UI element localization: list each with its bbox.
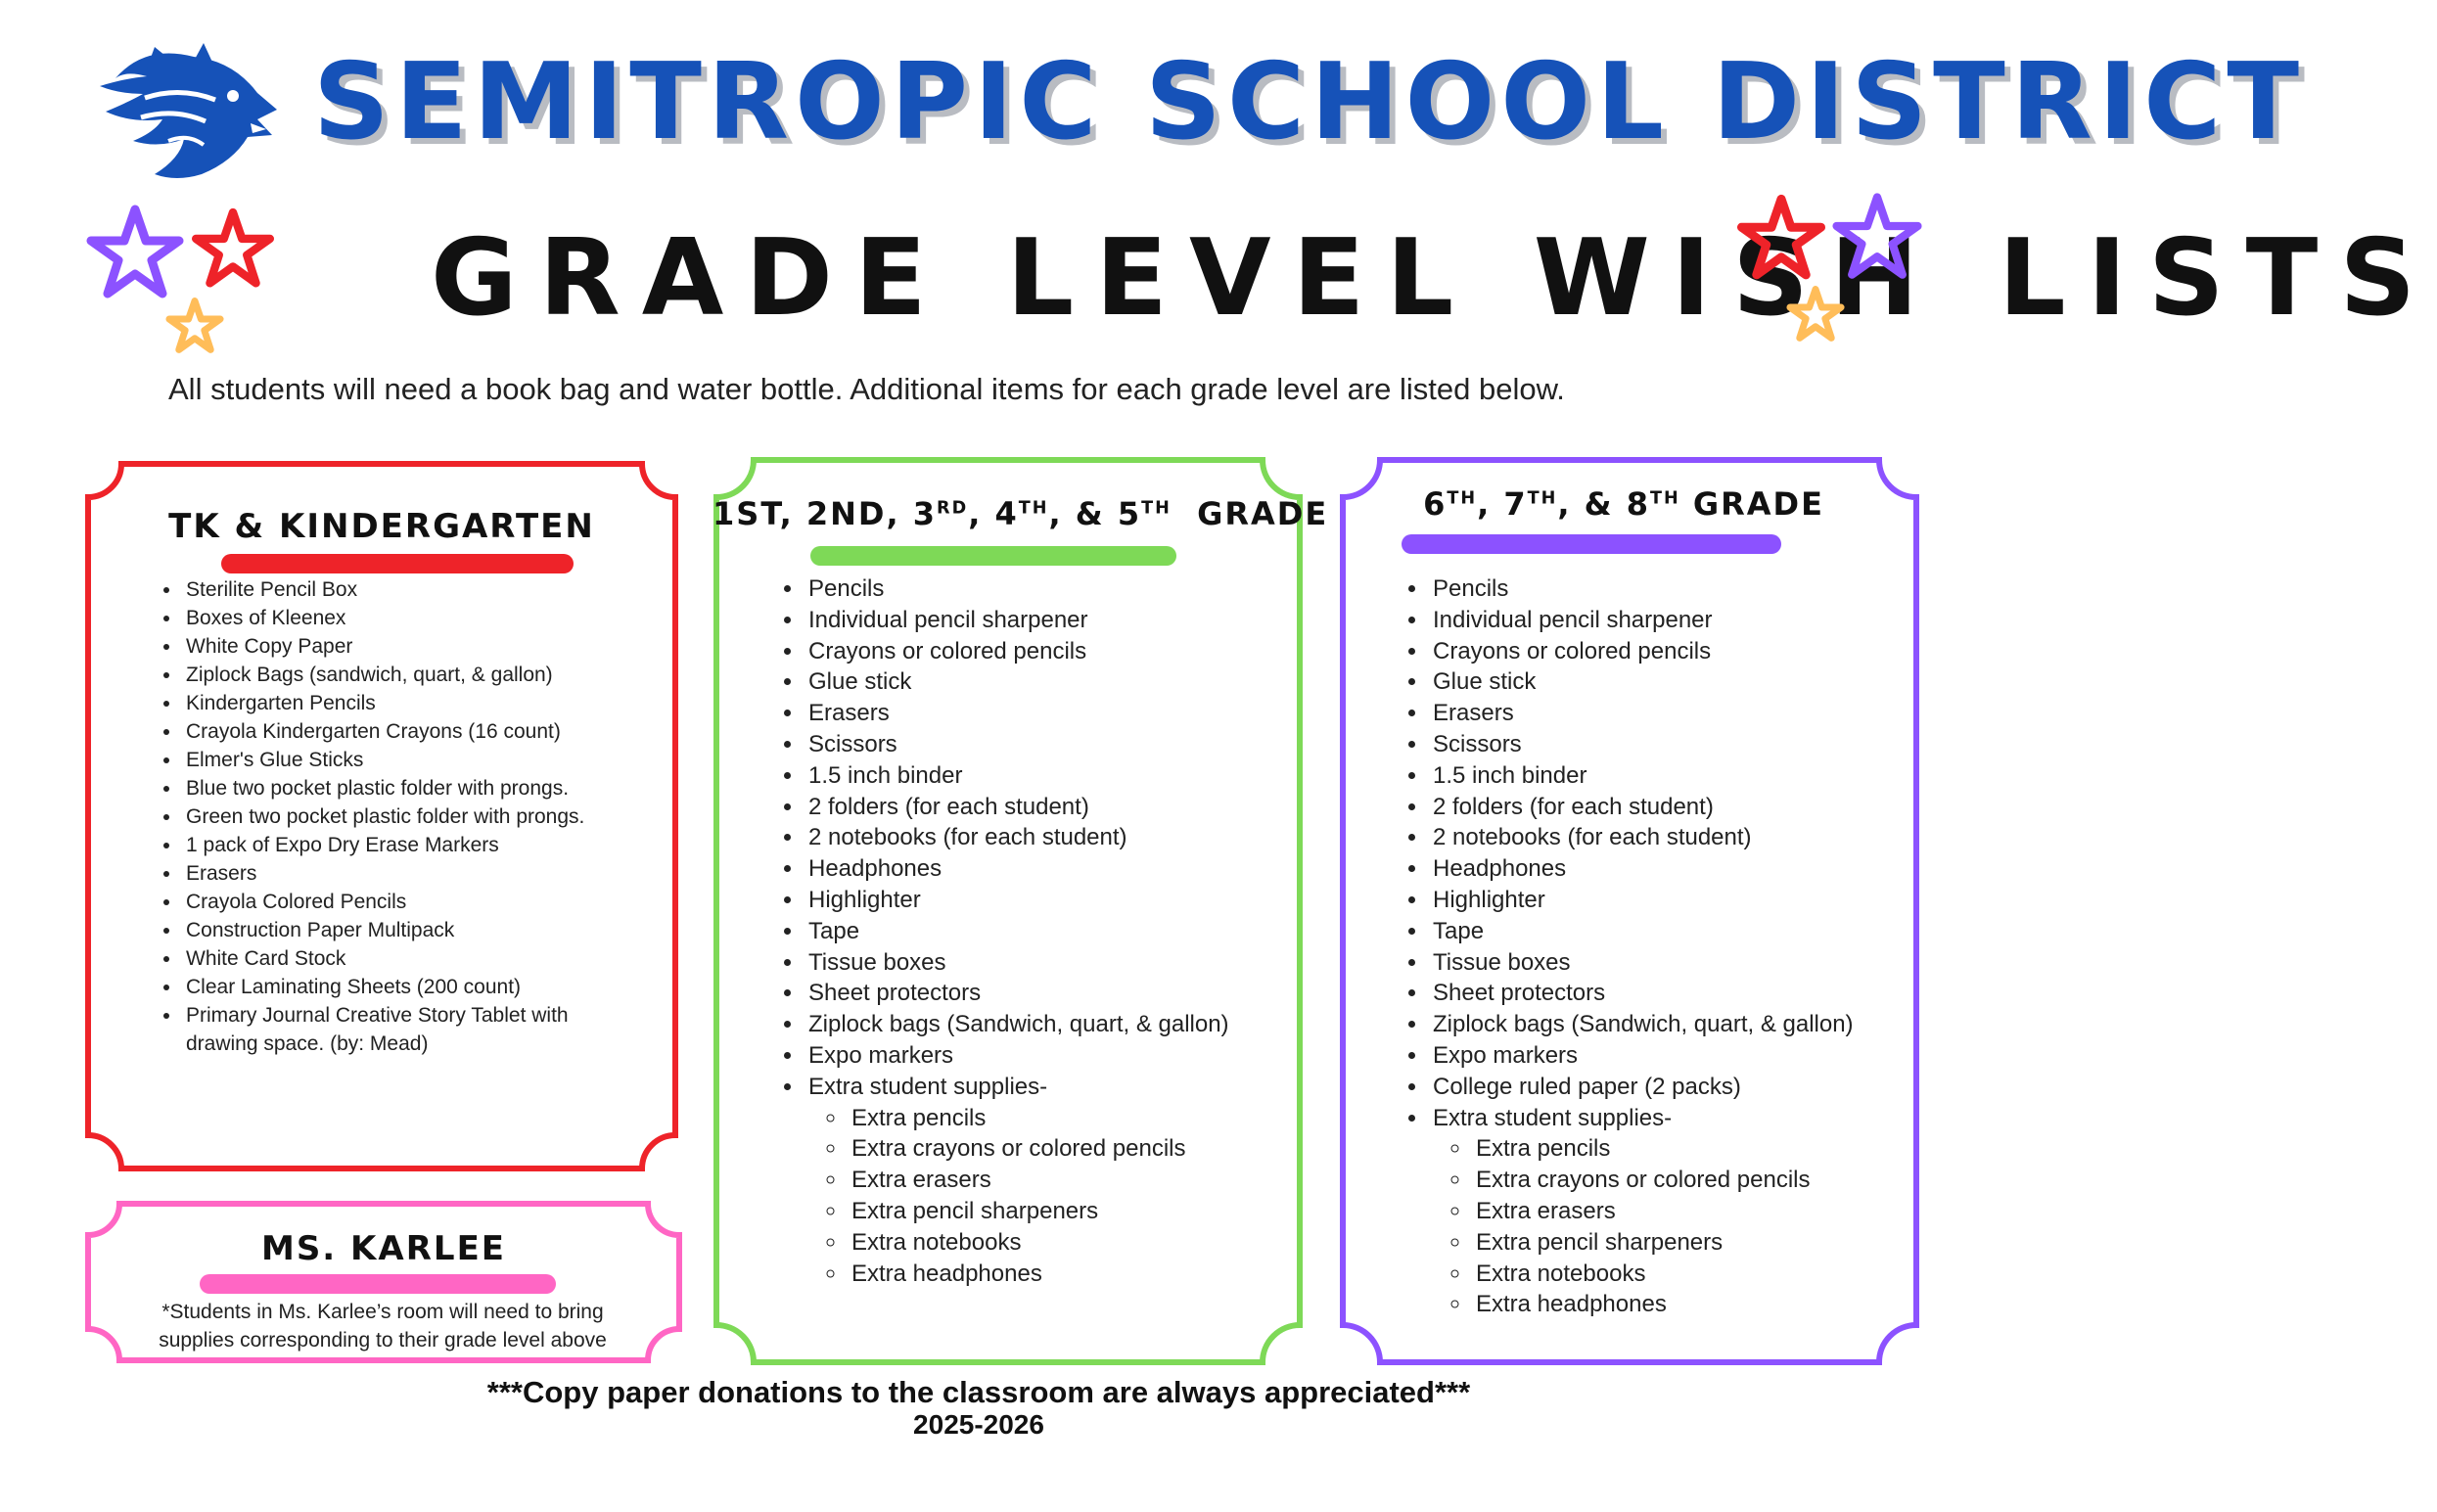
list-item — [182, 746, 642, 774]
list-item — [805, 1009, 1284, 1040]
title-grade: GRADE — [1197, 495, 1329, 532]
list-item-text: 2 folders (for each student) — [1433, 793, 1714, 820]
title-5: 5 — [1117, 495, 1142, 532]
list-item — [1429, 573, 1899, 605]
red-star-icon — [1737, 194, 1825, 282]
title-8: 8 — [1626, 485, 1650, 523]
sub-list-item: ◦ Extra erasers — [1472, 1196, 1899, 1227]
green-brush-underline — [810, 546, 1176, 566]
sub-list-item: ◦ Extra notebooks — [1472, 1259, 1899, 1290]
title-3-suffix: RD — [937, 498, 969, 519]
list-item — [805, 605, 1284, 636]
sub-list-item: ◦ Extra crayons or colored pencils — [848, 1133, 1284, 1165]
extra-supplies-list — [808, 1103, 1284, 1290]
list-item-text: Extra student supplies- — [1433, 1104, 1673, 1131]
gold-star-icon — [166, 298, 223, 354]
list-item-text: Green two pocket plastic folder with prongs. — [186, 805, 585, 828]
list-item — [805, 792, 1284, 823]
list-item-text: Blue two pocket plastic folder with prongs. — [186, 777, 570, 800]
list-item-text: Pencils — [1433, 575, 1509, 602]
tk-kindergarten-list — [182, 575, 642, 1058]
title-6-suffix: TH — [1447, 488, 1478, 509]
red-brush-underline — [221, 554, 574, 573]
list-item — [182, 632, 642, 661]
list-item-text: Sterilite Pencil Box — [186, 578, 358, 601]
list-item-text: Individual pencil sharpener — [808, 606, 1088, 633]
list-item-text: Scissors — [808, 730, 897, 757]
title-7-suffix: TH — [1527, 488, 1558, 509]
list-item-text: Tape — [1433, 917, 1485, 944]
list-item-text: Kindergarten Pencils — [186, 692, 376, 714]
list-item — [1429, 1009, 1899, 1040]
tk-kindergarten-card — [84, 460, 679, 1172]
list-item — [805, 666, 1284, 698]
list-item-text: Scissors — [1433, 730, 1522, 757]
title-4-suffix: TH — [1018, 498, 1049, 519]
list-item — [805, 947, 1284, 979]
list-item-text: Elmer's Glue Sticks — [186, 749, 364, 771]
list-item — [182, 661, 642, 689]
list-item — [182, 604, 642, 632]
list-item — [1429, 947, 1899, 979]
sub-list-item: ◦ Extra headphones — [848, 1259, 1284, 1290]
list-item-text: 1.5 inch binder — [1433, 761, 1587, 789]
list-item — [805, 636, 1284, 667]
list-item — [182, 689, 642, 717]
sub-list-item: ◦ Extra erasers — [848, 1165, 1284, 1196]
list-item — [1429, 1072, 1899, 1103]
list-item-text: College ruled paper (2 packs) — [1433, 1073, 1741, 1100]
list-item-text: Pencils — [808, 575, 885, 602]
list-item-text: 1 pack of Expo Dry Erase Markers — [186, 834, 499, 856]
list-item — [805, 916, 1284, 947]
title-2nd: 2ND — [805, 495, 887, 532]
list-item-text: Ziplock bags (Sandwich, quart, & gallon) — [1433, 1011, 1854, 1038]
list-item-text: Glue stick — [808, 668, 912, 696]
gold-star-icon — [1787, 286, 1844, 343]
list-item-text: Erasers — [1433, 700, 1514, 727]
grades-1-5-card — [713, 456, 1329, 1366]
sub-list-item: ◦ Extra crayons or colored pencils — [1472, 1165, 1899, 1196]
list-item — [805, 853, 1284, 885]
list-item-text: White Card Stock — [186, 947, 346, 970]
list-item-text: Individual pencil sharpener — [1433, 606, 1713, 633]
list-item-text: Crayons or colored pencils — [1433, 637, 1712, 664]
list-item-text: Erasers — [808, 700, 890, 727]
list-item — [182, 575, 642, 604]
list-item — [182, 774, 642, 802]
list-item-text: Highlighter — [808, 886, 921, 913]
purple-star-icon — [86, 204, 184, 301]
list-item-text: Ziplock Bags (sandwich, quart, & gallon) — [186, 664, 553, 686]
grades-6-8-list — [1429, 573, 1899, 1320]
list-item-text: Crayons or colored pencils — [808, 637, 1087, 664]
list-item — [1429, 916, 1899, 947]
list-item-text: Primary Journal Creative Story Tablet with drawing space. (by: Mead) — [186, 1004, 569, 1055]
title-5-suffix: TH — [1141, 498, 1172, 519]
list-item-text: Sheet protectors — [808, 980, 982, 1007]
title-grade: GRADE — [1692, 485, 1824, 523]
list-item — [1429, 605, 1899, 636]
list-item — [1429, 822, 1899, 853]
list-item — [805, 729, 1284, 760]
list-item-text: 2 notebooks (for each student) — [808, 824, 1127, 851]
school-year: 2025-2026 — [913, 1409, 1044, 1440]
list-item — [805, 885, 1284, 916]
list-item-text: 1.5 inch binder — [808, 761, 963, 789]
list-item-text: 2 notebooks (for each student) — [1433, 824, 1752, 851]
list-item — [182, 1001, 642, 1058]
title-4: 4 — [994, 495, 1019, 532]
list-item-text: Tissue boxes — [808, 948, 946, 976]
pink-brush-underline — [200, 1274, 556, 1294]
sub-list-item: ◦ Extra pencils — [1472, 1133, 1899, 1165]
list-item-text: Sheet protectors — [1433, 980, 1606, 1007]
list-item — [182, 859, 642, 888]
ms-karlee-title: MS. KARLEE — [260, 1229, 507, 1268]
list-item — [805, 1040, 1284, 1072]
title-8-suffix: TH — [1649, 488, 1680, 509]
sub-list-item: ◦ Extra headphones — [1472, 1289, 1899, 1320]
page-title: GRADE LEVEL WISH LISTS — [431, 217, 2437, 340]
list-item-text: 2 folders (for each student) — [808, 793, 1089, 820]
title-3: 3 — [912, 495, 938, 532]
list-item — [805, 978, 1284, 1009]
list-item — [182, 973, 642, 1001]
title-6: 6 — [1423, 485, 1448, 523]
list-item — [1429, 636, 1899, 667]
list-item — [1429, 1103, 1899, 1321]
purple-brush-underline — [1402, 534, 1781, 554]
intro-text: All students will need a book bag and water bottle. Additional items for each grade level are listed below. — [168, 372, 1565, 406]
ms-karlee-note — [74, 1298, 691, 1354]
list-item — [805, 822, 1284, 853]
list-item-text: Ziplock bags (Sandwich, quart, & gallon) — [808, 1011, 1229, 1038]
grades-1-5-list — [805, 573, 1284, 1289]
list-item — [805, 1072, 1284, 1290]
list-item — [182, 944, 642, 973]
sub-list-item: ◦ Extra notebooks — [848, 1227, 1284, 1259]
list-item-text: Erasers — [186, 862, 257, 885]
list-item — [1429, 666, 1899, 698]
list-item — [182, 831, 642, 859]
list-item — [805, 698, 1284, 729]
list-item — [1429, 885, 1899, 916]
tk-kindergarten-title: TK & KINDERGARTEN — [168, 507, 595, 546]
list-item-text: Clear Laminating Sheets (200 count) — [186, 976, 522, 998]
ms-karlee-note-line2: supplies corresponding to their grade level above — [159, 1329, 607, 1352]
red-star-icon — [192, 207, 274, 290]
ms-karlee-card — [84, 1200, 683, 1364]
list-item — [1429, 853, 1899, 885]
list-item — [182, 888, 642, 916]
list-item — [805, 760, 1284, 792]
list-item-text: Construction Paper Multipack — [186, 919, 455, 941]
title-7: 7 — [1503, 485, 1528, 523]
sub-list-item: ◦ Extra pencil sharpeners — [848, 1196, 1284, 1227]
list-item-text: Headphones — [1433, 855, 1567, 883]
list-item-text: Tissue boxes — [1433, 948, 1571, 976]
list-item-text: Headphones — [808, 855, 943, 883]
list-item-text: Expo markers — [1433, 1041, 1579, 1069]
list-item-text: White Copy Paper — [186, 635, 353, 658]
ms-karlee-note-line1: *Students in Ms. Karlee’s room will need to bring — [161, 1301, 604, 1323]
grades-1-5-title: 1ST, 2ND, 3RD, 4TH, & 5TH GRADE — [713, 495, 1329, 532]
sub-list-item: ◦ Extra pencils — [848, 1103, 1284, 1134]
list-item-text: Crayola Colored Pencils — [186, 891, 407, 913]
list-item — [1429, 792, 1899, 823]
list-item — [1429, 978, 1899, 1009]
extra-supplies-list — [1433, 1133, 1899, 1320]
purple-star-icon — [1832, 192, 1922, 282]
list-item — [1429, 1040, 1899, 1072]
sub-list-item: ◦ Extra pencil sharpeners — [1472, 1227, 1899, 1259]
list-item-text: Extra student supplies- — [808, 1073, 1048, 1100]
list-item — [805, 573, 1284, 605]
grades-6-8-title: 6TH, 7TH, & 8TH GRADE — [1423, 485, 1824, 523]
list-item — [182, 916, 642, 944]
list-item — [1429, 698, 1899, 729]
list-item — [1429, 729, 1899, 760]
wildcat-logo-icon — [86, 39, 282, 186]
title-1st: 1ST — [713, 495, 780, 532]
district-name: SEMITROPIC SCHOOL DISTRICT — [313, 41, 2306, 163]
list-item — [1429, 760, 1899, 792]
copy-paper-note: ***Copy paper donations to the classroom are always appreciated*** — [486, 1375, 1471, 1409]
list-item — [182, 717, 642, 746]
list-item-text: Crayola Kindergarten Crayons (16 count) — [186, 720, 561, 743]
list-item-text: Highlighter — [1433, 886, 1545, 913]
list-item-text: Expo markers — [808, 1041, 954, 1069]
list-item — [182, 802, 642, 831]
list-item-text: Boxes of Kleenex — [186, 607, 346, 629]
list-item-text: Glue stick — [1433, 668, 1537, 696]
grades-6-8-card — [1339, 456, 1920, 1366]
list-item-text: Tape — [808, 917, 860, 944]
